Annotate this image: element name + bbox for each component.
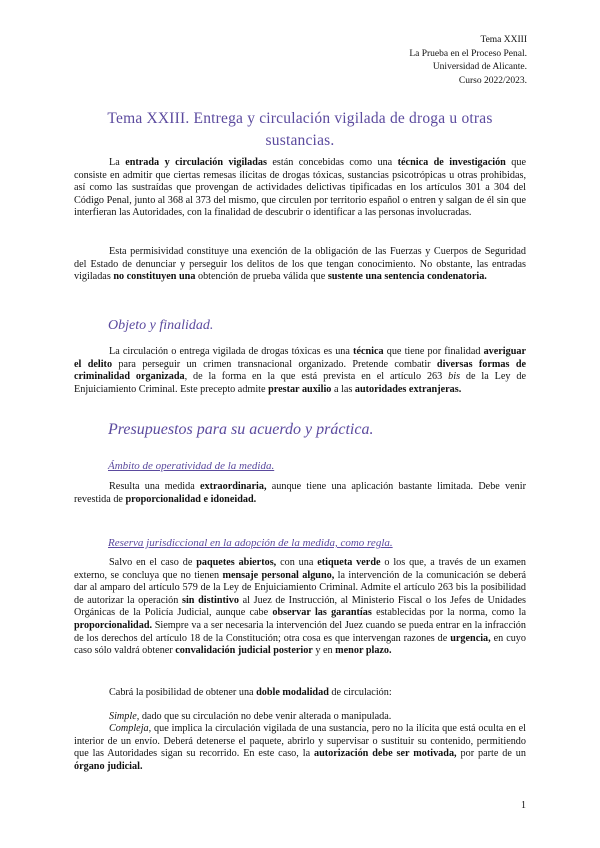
paragraph-ambito: Resulta una medida extraordinaria, aunque tiene una aplicación bastante limitada. Debe venir revestida de proporcionalidad e idoneidad. [74,481,526,505]
heading-presupuestos: Presupuestos para su acuerdo y práctica. [108,421,374,438]
header-topic: Tema XXIII [480,35,527,45]
header-course-name: La Prueba en el Proceso Penal. [409,48,527,59]
paragraph-modalidad: Cabrá la posibilidad de obtener una doble modalidad de circulación: [109,687,392,698]
paragraph-reserva: Salvo en el caso de paquetes abiertos, con una etiqueta verde o los que, a través de un examen externo, se concluya que no tienen mensaje personal alguno, la intervención de la comunicación se deberá dar al amparo del artículo 579 de la Ley de Enjuiciamiento Criminal. Admite el artículo 263 bis la posibilidad de autorizar la operación sin distintivo al Juez de Instrucción, al Ministerio Fiscal o los Jefes de Unidades Orgánicas de la Policía Judicial, aunque cabe observar las garantías establecidas por la norma, como la proporcionalidad. Siempre va a ser necesaria la intervención del Juez cuando se pueda entrar en la infracción de los derechos del artículo 18 de la Constitución; otra cosa es que intervengan razones de urgencia, en cuyo caso sólo valdrá obtener convalidación judicial posterior y en menor plazo. [74,557,527,657]
page-title: Tema XXIII. Entrega y circulación vigilada de droga u otras sustancias. [107,110,493,149]
header-university: Universidad de Alicante. [432,62,527,72]
page-number: 1 [521,800,526,811]
heading-reserva: Reserva jurisdiccional en la adopción de la medida, como regla. [108,537,393,549]
header-academic-year: Curso 2022/2023. [458,75,527,86]
heading-ambito: Ámbito de operatividad de la medida. [108,460,275,472]
paragraph-intro: La entrada y circulación vigiladas están concebidas como una técnica de investigación que consiste en admitir que ciertas remesas ilícitas de drogas tóxicas, sustancias psicotrópicas u otras prohibidas, así como las sustraídas que provengan de actividades delictivas tipificadas en los artículos 301 a 304 del Código Penal, junto al 368 al 373 del mismo, que circulen por territorio español o entren y salgan de él sin que interfieran las Autoridades, con la finalidad de descubrir o identificar a las personas involucradas. [74,157,526,219]
heading-objeto: Objeto y finalidad. [108,318,214,333]
page-header [409,34,527,88]
paragraph-simple: Simple, dado que su circulación no debe venir alterada o manipulada. [109,711,392,722]
paragraph-objeto: La circulación o entrega vigilada de drogas tóxicas es una técnica que tiene por finalidad averiguar el delito para perseguir un crimen transnacional organizado. Pretende combatir diversas formas de criminalidad organizada, de la forma en la que está prevista en el artículo 263 bis de la Ley de Enjuiciamiento Criminal. Este precepto admite prestar auxilio a las autoridades extranjeras. [74,346,527,395]
paragraph-exemption: Esta permisividad constituye una exención de la obligación de las Fuerzas y Cuerpos de Seguridad del Estado de denunciar y perseguir los delitos de los que tengan conocimiento. No obstante, las entradas vigiladas no constituyen una obtención de prueba válida que sustente una sentencia condenatoria. [74,246,526,283]
paragraph-compleja: Compleja, que implica la circulación vigilada de una sustancia, pero no la ilícita que está oculta en el interior de un envío. Deberá detenerse el paquete, abrirlo y supervisar o sustituir su contenido, permitiendo que las Autoridades sigan su recorrido. En este caso, la autorización debe ser motivada, por parte de un órgano judicial. [74,723,526,772]
